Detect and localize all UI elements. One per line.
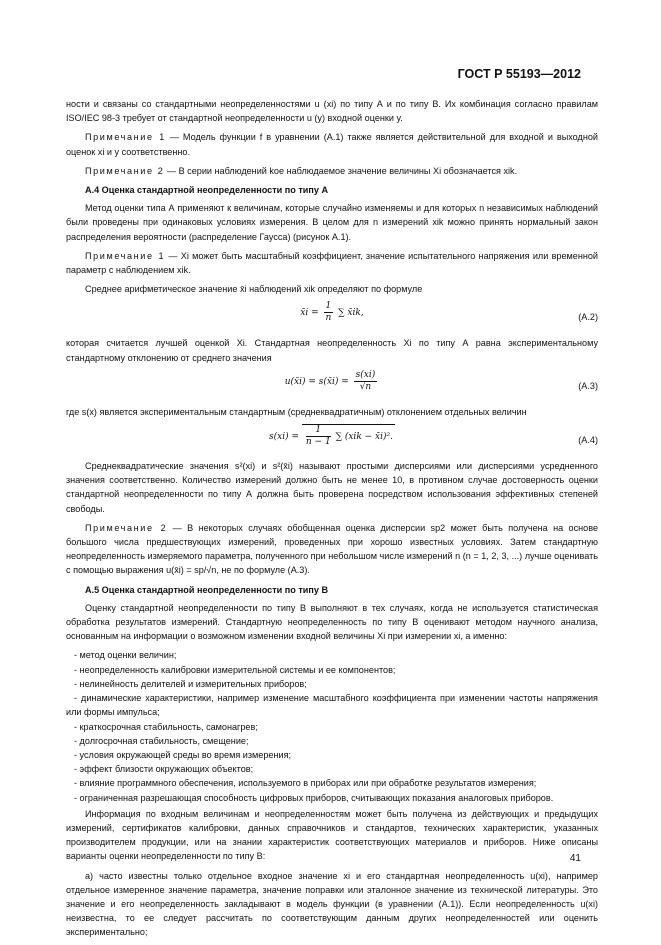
paragraph: которая считается лучшей оценкой Xi. Стандартная неопределенность Xi по типу А равна экспериментальному стандартному отклонению от среднего значения [66,338,598,363]
list-item: - динамические характеристики, например изменение масштабного коэффициента при изменении частоты напряжения или формы импульса; [66,693,598,718]
paragraph: где s(x) является экспериментальным стандартным (среднеквадратичным) отклонением отдельных величин [66,406,527,417]
equation-a4 [66,424,598,454]
note-text: — Xi может быть масштабный коэффициент, значение испытательного напряжения или временной параметр с наблюдением xik. [66,250,599,276]
note-text: — В некоторых случаях обобщенная оценка дисперсии sp2 может быть получена на основе большого числа предшествующих измерений, проведенных при хорошо известных условиях. Затем стандартную неопределенность измеряемого параметра, полученного при небольшом числе измерений n (n = 1, 2, 3, ...) лучше оценивать с помощью выражения u(x̄i) = sp/√n, не по формуле (А.3). [66,522,599,576]
list-item: - условия окружающей среды во время измерения; [74,749,292,760]
note-label: Примечание 2 [85,522,168,533]
note-label: Примечание 2 [85,165,165,176]
paragraph: ности и связаны со стандартными неопределенностями u (xi) по типу А и по типу В. Их комбинация согласно правилам ISO/IEC 98-3 требует от стандартной неопределенности u (y) входной оценки y. [66,99,598,124]
page-number: 41 [569,853,581,864]
eq-lhs: s(xi) = [269,432,300,443]
section-heading-a5: А.5 Оценка стандартной неопределенности по типу В [85,584,329,595]
standard-header: ГОСТ Р 55193—2012 [457,67,581,81]
list-item: - метод оценки величин; [74,650,177,661]
list-item: - краткосрочная стабильность, самонагрев; [74,721,258,732]
note [66,164,598,178]
note [66,249,598,277]
factor-list [66,648,598,804]
note-label: Примечание 1 [85,132,166,143]
list-item: - долгосрочная стабильность, смещение; [74,735,249,746]
note-text: — Модель функции f в уравнении (А.1) также является действительной для входной и выходной оценок xi и y соответственно. [66,132,599,157]
list-item: - ограниченная разрешающая способность цифровых приборов, считывающих показания аналоговых приборов. [74,792,554,803]
note [66,130,598,158]
eq-denominator: √n [359,381,372,392]
eq-numerator: s(xi) [355,369,376,380]
eq-numerator: 1 [325,301,332,312]
eq-lhs: u(x̄i) = s(x̄i) = [284,376,349,387]
section-heading-a4: А.4 Оценка стандартной неопределенности по типу А [85,185,329,196]
sqrt-icon [302,424,395,448]
eq-rhs: ∑ (xik − x̄i)². [335,432,393,443]
note [66,521,598,578]
eq-numerator: 1 [306,425,331,437]
list-item: - нелинейность делителей и измерительных приборов; [74,678,307,689]
list-item: - неопределенность калибровки измерительной системы и ее компонентов; [74,664,396,675]
list-item: - эффект близости окружающих объектов; [74,764,254,775]
eq-rhs: ∑ x̄ik, [338,308,364,319]
paragraph: Информация по входным величинам и неопределенностям может быть получена из действующих и предыдущих измерений, сертификатов калибровки, данных справочников и стандартов, технических характеристик, указанных производителем продукции, или на знании характеристик соответствующих материалов и приборов. Ниже описаны варианты оценки неопределенности по типу В: [66,808,598,862]
paragraph: Метод оценки типа А применяют к величинам, которые случайно изменяемы и для которых n независимых наблюдений были проведены при одинаковых условиях измерения. В целом для n измерений xik можно принять нормальный закон распределения вероятности (распределение Гаусса) (рисунок А.1). [66,203,598,242]
equation-number: (А.2) [578,312,598,323]
document-body [66,97,598,945]
paragraph: Среднеквадратические значения s²(xi) и s²(x̄i) называют простыми дисперсиями или дисперсиями усредненного значения соответственно. Количество измерений должно быть не менее 10, в противном случае достоверность оценки стандартной неопределенности по типу А должна быть проверена посредством использования эффективных степеней свободы. [66,461,598,514]
equation-a2 [66,301,598,331]
paragraph: Оценку стандартной неопределенности по типу В выполняют в тех случаях, когда не используется статистическая обработка результатов измерений. Стандартную неопределенность по типу В оценивают методом научного анализа, основанным на информации о возможном изменении входной величины Xi при измерении xi, а именно: [66,602,598,642]
paragraph: Среднее арифметическое значение x̄i наблюдений xik определяют по формуле [85,284,423,295]
equation-number: (А.4) [578,435,598,446]
eq-fraction [306,425,331,448]
paragraph: а) часто известны только отдельное входное значение xi и его стандартная неопределенность u(xi), например отдельное измеренное значение параметра, значение поправки или эталонное значение из технической литературы. Это значение и его неопределенность закладывают в модель функции (в уравнении (А.1)). Если неопределенность u(xi) неизвестна, то ее следует рассчитать по соответствующим данным других неопределенностей или оценить экспериментально; [66,870,598,938]
eq-lhs: x̄i = [300,308,319,319]
note-label: Примечание 1 [85,250,166,261]
eq-denominator: n − 1 [305,437,331,448]
eq-fraction [324,301,334,324]
eq-fraction [354,370,378,393]
eq-denominator: n [325,313,332,324]
equation-number: (А.3) [578,380,598,391]
list-item: - влияние программного обеспечения, используемого в приборах или при обработке результатов измерения; [74,778,537,789]
equation-a3 [66,370,598,400]
note-text: — В серии наблюдений kое наблюдаемое значение величины Xi обозначается xik. [164,165,518,176]
